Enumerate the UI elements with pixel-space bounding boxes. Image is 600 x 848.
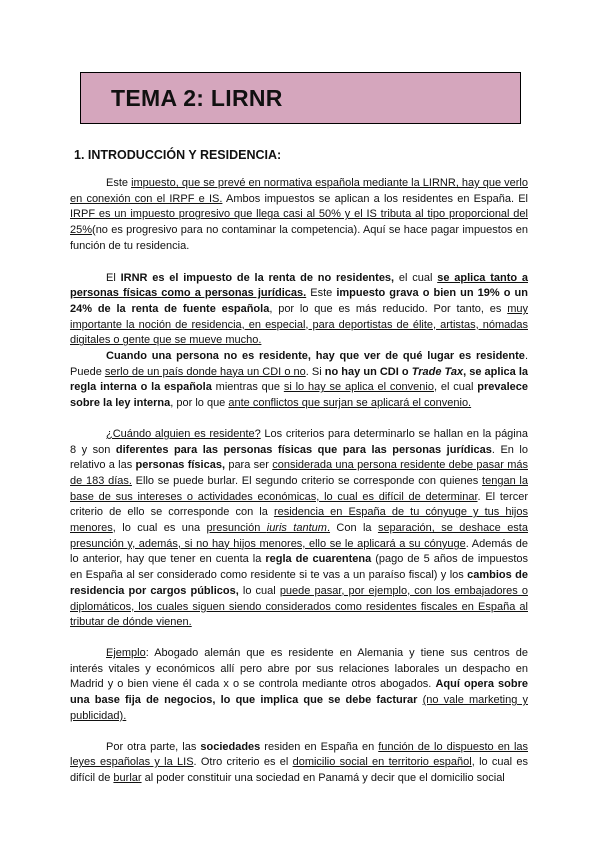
text-run: el cual [394,271,438,284]
underlined-text: muy importante la noción de residencia, en especial, para deportistas de élite, artistas, nómadas digitales o gente que se mueve mucho. [70,302,528,347]
paragraph-irnr [70,271,528,350]
bold-text: IRNR es el impuesto de la renta de no residentes, [120,271,395,284]
text-run: Con la [330,522,378,535]
text-run: . Si [305,365,325,378]
text-run: : Abogado alemán que es residente en Alemania y tiene sus centros de interés vitales y económicos allí pero abre por sus relaciones laborales un despacho en Madrid y o bien viene él cada x o se controla mediante otros abogados. [70,646,528,691]
bold-text: prevalece sobre la ley interna [70,381,528,410]
section-heading: 1. INTRODUCCIÓN Y RESIDENCIA: [74,148,282,162]
text-run: residen en España en [260,740,379,753]
text-run: Este [106,177,132,189]
underlined-text: presunción [206,522,267,535]
underlined-text: . [326,522,331,535]
underlined-text: se aplica tanto a personas físicas como a personas jurídicas. [70,271,528,300]
text-run: . Además de lo anterior, hay que tener en cuenta la [70,537,528,566]
text-run: Este [306,287,337,300]
underlined-text: (no vale marketing y publicidad). [70,694,529,722]
underlined-text: puede pasar, por ejemplo, con los embajadores o diplomáticos, los cuales siguen siendo considerados como residentes fiscales en España al tributar de dónde vienen. [70,584,528,629]
bold-text: sociedades [200,740,261,753]
underlined-text: residencia en España de tu cónyuge y tus hijos menores [70,506,528,535]
text-run: . Otro criterio es el [193,756,293,769]
bold-text: Aquí opera sobre una base fija de negocios, lo que implica que se debe facturar [70,678,528,707]
text-run: Ello se puede burlar. El segundo criterio se corresponde con quienes [131,474,483,487]
paragraph-sociedades [70,740,528,787]
text-run: lo cual [238,584,280,597]
paragraph-intro [70,176,528,255]
text-run: (no es progresivo para no contaminar la competencia). Aquí se hace pagar impuestos en función de tu residencia. [70,224,528,252]
title-box [80,72,521,124]
paragraph-no-residente [70,349,528,412]
underlined-text: ¿Cuándo alguien es residente? [106,427,261,440]
text-run: , lo cual es difícil de [70,756,528,784]
bold-text: impuesto grava o bien un 19% o un 24% de la renta de fuente española [70,287,528,315]
underlined-text: Ejemplo [106,646,146,659]
text-run: al poder constituir una sociedad en Panamá y decir que el domicilio social [141,771,505,784]
text-run: , por lo que es más reducido. Por tanto, es [269,302,508,315]
underlined-text: si lo hay se aplica el convenio [283,381,434,394]
underlined-text: función de lo dispuesto en las leyes españolas y la LIS [70,740,529,769]
underlined-text: serlo de un país donde haya un CDI o no [104,365,306,378]
underlined-text: IRPF es un impuesto progresivo que llega casi al 50% y el IS tributa al tipo proporcional del 25% [70,208,528,237]
bold-text: no hay un CDI o [324,365,412,378]
paragraph-cuando-residente [70,427,528,631]
bold-text: regla de cuarentena [265,553,372,566]
underlined-text: domicilio social en territorio español [292,756,472,769]
text-run: Los criterios para determinarlo se hallan en la página 8 y son [70,427,528,456]
text-run: mientras que [211,381,284,394]
bold-text: cambios de residencia por cargos públicos, [70,569,528,597]
underlined-text: impuesto, que se prevé en normativa española mediante la LIRNR, hay que verlo en conexión con el IRPF e IS. [70,177,528,205]
text-run: . Puede [70,350,528,378]
bold-text: Cuando una persona no es residente, hay que ver de qué lugar es residente [106,350,525,363]
text-run: Ambos impuestos se aplican a los residentes en España. El [222,192,528,205]
text-run: . El tercer criterio de ello se corresponde con la [70,490,528,519]
paragraph-ejemplo [70,646,528,725]
text-run: Por otra parte, las [106,740,201,753]
body-text [70,176,528,787]
text-run: . En lo relativo a las [70,443,528,472]
underlined-text: considerada una persona residente debe pasar más de 183 días. [70,459,528,487]
text-run: (pago de 5 años de impuestos en España al ser considerado como residente si te vas a un paraíso fiscal) y los [70,553,528,582]
text-run: para ser [225,459,273,472]
underlined-text: tengan la base de sus intereses o actividades económicas, lo cual es difícil de determinar [70,474,528,503]
underlined-text: burlar [113,771,142,784]
text-run: , el cual [433,381,478,394]
bold-text: , se aplica la regla interna o la española [70,365,528,394]
underlined-text: iuris tantum [266,522,327,535]
text-run: El [106,271,121,284]
bold-text: Trade Tax [411,365,464,378]
bold-text: diferentes para las personas físicas que para las personas jurídicas [115,443,492,456]
text-run: , lo cual es una [112,522,207,535]
underlined-text: ante conflictos que surjan se aplicará el convenio. [228,397,472,410]
page-title: TEMA 2: LIRNR [111,85,283,111]
bold-text: personas físicas, [135,459,226,472]
underlined-text: separación, se deshace esta presunción y, además, si no hay hijos menores, ello se le aplicará a su cónyuge [70,522,528,550]
text-run: , por lo que [170,397,229,410]
